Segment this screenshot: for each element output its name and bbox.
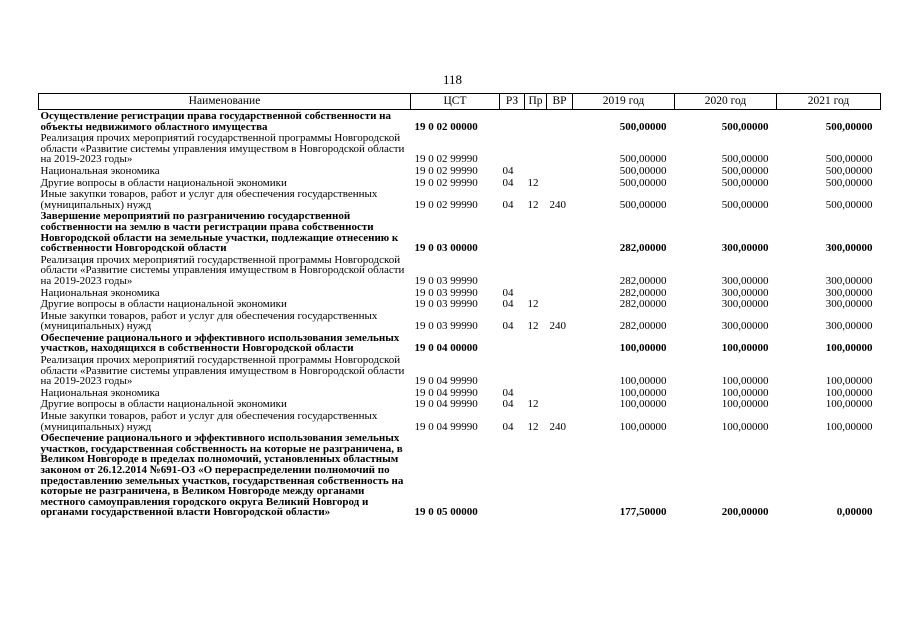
cell-2019: 282,00000 <box>619 320 667 332</box>
cell-name: Обеспечение рационального и эффективного использования земельных участков, государственная собственность на которые не разграничена, в Великом Новгороде в пределах полномочий, установленных областным законом от 26.12.2014 №691-ОЗ «О перераспределении полномочий по предоставлению земельных участков, государственная собственность на которые не разграничена, в Великом Новгороде между органами местного самоуправления городского округа Великий Новгород и органами государственной власти Новгородской области» <box>40 432 404 518</box>
cell-pr <box>525 387 547 399</box>
cell-2020: 200,00000 <box>721 506 769 518</box>
cell-2021: 100,00000 <box>825 375 873 387</box>
cell-vr <box>547 432 573 518</box>
cell-2019: 500,00000 <box>619 164 667 177</box>
cell-2019: 100,00000 <box>619 398 667 411</box>
header-2020: 2020 год <box>675 94 777 110</box>
table-row <box>39 210 881 253</box>
cell-2021: 100,00000 <box>825 342 873 355</box>
cell-vr <box>547 332 573 354</box>
cell-2019: 282,00000 <box>619 242 667 254</box>
cell-name: Реализация прочих мероприятий государственной программы Новгородской области «Развитие системы управления имуществом в Новгородской области на 2019-2023 годы» <box>40 354 405 387</box>
cell-pr: 12 <box>527 420 539 433</box>
cell-pr: 12 <box>527 198 539 211</box>
cell-name: Иные закупки товаров, работ и услуг для обеспечения государственных (муниципальных) нужд <box>40 309 378 332</box>
cell-name: Иные закупки товаров, работ и услуг для обеспечения государственных (муниципальных) нужд <box>40 188 378 211</box>
cell-2020: 500,00000 <box>721 153 769 165</box>
table-row <box>39 398 881 410</box>
cell-name: Обеспечение рационального и эффективного использования земельных участков, находящихся в собственности Новгородской области <box>40 331 400 355</box>
cell-2020: 300,00000 <box>721 320 769 332</box>
cell-cst: 19 0 02 99990 <box>414 198 478 211</box>
cell-pr <box>525 165 547 177</box>
header-vr: ВР <box>547 94 573 110</box>
header-name: Наименование <box>39 94 411 110</box>
cell-vr: 240 <box>549 320 566 332</box>
cell-pr <box>525 132 547 165</box>
cell-pr <box>525 354 547 387</box>
table-row <box>39 310 881 332</box>
cell-2019: 282,00000 <box>619 298 667 310</box>
table-row <box>39 132 881 165</box>
cell-2019: 500,00000 <box>619 120 667 133</box>
cell-2020: 300,00000 <box>721 298 769 310</box>
cell-cst: 19 0 04 99990 <box>414 420 478 433</box>
cell-cst: 19 0 04 99990 <box>414 398 478 411</box>
cell-vr <box>547 287 573 299</box>
header-row <box>39 94 881 110</box>
table-row <box>39 354 881 387</box>
cell-vr <box>547 254 573 287</box>
cell-2021: 300,00000 <box>825 274 873 287</box>
table-row <box>39 254 881 287</box>
cell-pr: 12 <box>527 176 539 189</box>
cell-name: Реализация прочих мероприятий государственной программы Новгородской области «Развитие системы управления имуществом в Новгородской области на 2019-2023 годы» <box>40 132 405 165</box>
cell-vr <box>547 132 573 165</box>
cell-cst: 19 0 03 99990 <box>414 320 478 332</box>
cell-2020: 100,00000 <box>721 375 769 387</box>
cell-pr: 12 <box>527 320 539 332</box>
cell-2019: 100,00000 <box>619 342 667 355</box>
cell-2019: 100,00000 <box>619 386 667 399</box>
cell-rz: 04 <box>502 298 514 310</box>
cell-2020: 100,00000 <box>721 398 769 411</box>
cell-cst: 19 0 04 99990 <box>414 375 478 387</box>
cell-2019: 100,00000 <box>619 420 667 433</box>
cell-rz: 04 <box>502 176 514 189</box>
cell-rz <box>500 354 525 387</box>
cell-rz: 04 <box>502 386 514 399</box>
cell-2021: 500,00000 <box>825 176 873 189</box>
cell-2020: 300,00000 <box>721 274 769 287</box>
cell-2019: 282,00000 <box>619 286 667 299</box>
cell-cst: 19 0 02 99990 <box>414 153 478 165</box>
cell-rz: 04 <box>502 398 514 411</box>
cell-rz: 04 <box>502 420 514 433</box>
cell-2020: 100,00000 <box>721 386 769 399</box>
cell-2020: 500,00000 <box>721 120 769 133</box>
cell-2021: 0,00000 <box>836 506 873 518</box>
cell-2019: 282,00000 <box>619 274 667 287</box>
cell-pr: 12 <box>527 298 539 310</box>
cell-2021: 500,00000 <box>825 198 873 211</box>
cell-name: Осуществление регистрации права государственной собственности на объекты недвижимого областного имущества <box>40 110 392 133</box>
cell-2021: 100,00000 <box>825 420 873 433</box>
cell-name: Национальная экономика <box>40 386 160 399</box>
cell-rz <box>500 110 525 133</box>
table-row <box>39 298 881 310</box>
page-number: 118 <box>442 72 463 87</box>
table-row <box>39 287 881 299</box>
cell-2020: 500,00000 <box>721 198 769 211</box>
cell-2019: 500,00000 <box>619 153 667 165</box>
table-row <box>39 332 881 354</box>
cell-2021: 100,00000 <box>825 398 873 411</box>
cell-cst: 19 0 04 00000 <box>414 342 478 355</box>
cell-2020: 300,00000 <box>721 286 769 299</box>
cell-name: Иные закупки товаров, работ и услуг для обеспечения государственных (муниципальных) нужд <box>40 410 378 433</box>
cell-pr <box>525 254 547 287</box>
cell-2021: 300,00000 <box>825 320 873 332</box>
cell-2020: 500,00000 <box>721 176 769 189</box>
cell-2019: 100,00000 <box>619 375 667 387</box>
cell-pr <box>525 110 547 133</box>
cell-rz <box>500 254 525 287</box>
cell-2021: 500,00000 <box>825 153 873 165</box>
cell-rz <box>500 210 525 253</box>
table-row <box>39 165 881 177</box>
cell-vr <box>547 177 573 189</box>
cell-name: Завершение мероприятий по разграничению государственной собственности на землю в части регистрации права собственности Новгородской области на земельные участки, подлежащие отнесению к собственности Новгородской области <box>40 210 399 254</box>
cell-rz <box>500 132 525 165</box>
cell-vr: 240 <box>549 420 566 433</box>
cell-vr <box>547 210 573 253</box>
cell-cst: 19 0 04 99990 <box>414 386 478 399</box>
cell-2020: 300,00000 <box>721 242 769 254</box>
cell-cst: 19 0 02 99990 <box>414 164 478 177</box>
header-2019: 2019 год <box>573 94 675 110</box>
cell-2021: 300,00000 <box>825 298 873 310</box>
cell-pr <box>525 432 547 518</box>
table-row <box>39 432 881 518</box>
cell-name: Другие вопросы в области национальной экономики <box>40 176 287 189</box>
cell-rz: 04 <box>502 164 514 177</box>
cell-2019: 177,50000 <box>619 506 667 518</box>
cell-vr <box>547 387 573 399</box>
cell-rz: 04 <box>502 320 514 332</box>
cell-2021: 300,00000 <box>825 286 873 299</box>
header-rz: РЗ <box>500 94 525 110</box>
header-pr: Пр <box>525 94 547 110</box>
cell-vr <box>547 110 573 133</box>
cell-vr: 240 <box>549 198 566 211</box>
table-row <box>39 177 881 189</box>
cell-2020: 500,00000 <box>721 164 769 177</box>
cell-2020: 100,00000 <box>721 420 769 433</box>
cell-cst: 19 0 05 00000 <box>414 506 478 518</box>
table-row <box>39 387 881 399</box>
cell-2021: 500,00000 <box>825 164 873 177</box>
cell-2021: 100,00000 <box>825 386 873 399</box>
cell-vr <box>547 165 573 177</box>
cell-name: Национальная экономика <box>40 164 160 177</box>
cell-name: Национальная экономика <box>40 286 160 299</box>
cell-rz <box>500 432 525 518</box>
table-body <box>39 110 881 518</box>
cell-vr <box>547 354 573 387</box>
header-2021: 2021 год <box>777 94 881 110</box>
header-cst: ЦСТ <box>411 94 500 110</box>
cell-rz: 04 <box>502 286 514 299</box>
table-row <box>39 188 881 210</box>
cell-cst: 19 0 03 00000 <box>414 242 478 254</box>
cell-pr <box>525 210 547 253</box>
cell-2021: 500,00000 <box>825 120 873 133</box>
cell-rz: 04 <box>502 198 514 211</box>
cell-cst: 19 0 02 99990 <box>414 176 478 189</box>
table-row <box>39 410 881 432</box>
cell-vr <box>547 398 573 410</box>
cell-name: Другие вопросы в области национальной экономики <box>40 398 287 411</box>
cell-name: Реализация прочих мероприятий государственной программы Новгородской области «Развитие системы управления имуществом в Новгородской области на 2019-2023 годы» <box>40 253 405 287</box>
cell-name: Другие вопросы в области национальной экономики <box>40 298 287 310</box>
cell-2021: 300,00000 <box>825 242 873 254</box>
cell-2019: 500,00000 <box>619 176 667 189</box>
cell-rz <box>500 332 525 354</box>
table-row <box>39 110 881 133</box>
cell-cst: 19 0 03 99990 <box>414 274 478 287</box>
cell-pr <box>525 287 547 299</box>
cell-pr <box>525 332 547 354</box>
cell-vr <box>547 298 573 310</box>
budget-table <box>38 93 881 518</box>
cell-2020: 100,00000 <box>721 342 769 355</box>
cell-cst: 19 0 03 99990 <box>414 286 478 299</box>
cell-pr: 12 <box>527 398 539 411</box>
cell-2019: 500,00000 <box>619 198 667 211</box>
cell-cst: 19 0 03 99990 <box>414 298 478 310</box>
cell-cst: 19 0 02 00000 <box>414 120 478 133</box>
